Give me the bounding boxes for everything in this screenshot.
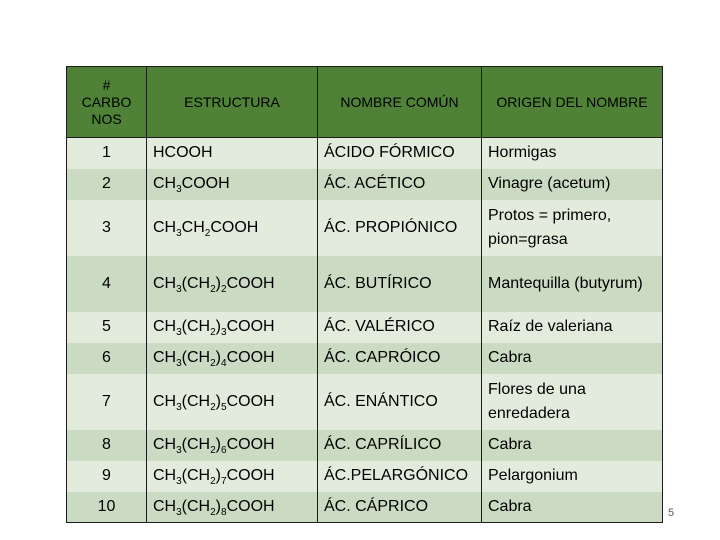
formula-text: (CH xyxy=(181,467,211,484)
name-origin-cell: Hormigas xyxy=(482,138,663,169)
formula-text: COOH xyxy=(210,218,259,236)
table-row xyxy=(67,138,663,169)
formula-text: ) xyxy=(215,467,221,484)
formula-subscript: 2 xyxy=(210,445,216,456)
structure-cell xyxy=(147,430,318,461)
formula-text: COOH xyxy=(226,274,275,292)
formula-subscript: 3 xyxy=(176,184,182,195)
formula-text: (CH xyxy=(181,318,211,335)
header-carbon-count: # CARBO NOS xyxy=(67,67,147,138)
structure-cell xyxy=(147,138,318,169)
formula-text: CH xyxy=(153,392,177,410)
table-row xyxy=(67,169,663,200)
formula-subscript: 8 xyxy=(221,506,227,518)
carbon-count-cell: 5 xyxy=(67,312,147,343)
formula-subscript: 2 xyxy=(210,283,216,295)
carbon-count-cell: 6 xyxy=(67,343,147,374)
structure-cell xyxy=(147,343,318,374)
formula-subscript: 2 xyxy=(210,401,216,413)
structure-cell xyxy=(147,312,318,343)
formula-text: COOH xyxy=(226,436,275,453)
structure-cell xyxy=(147,169,318,200)
name-origin-cell: Cabra xyxy=(482,430,663,461)
carbon-count-cell: 9 xyxy=(67,461,147,492)
formula-subscript: 5 xyxy=(221,401,227,413)
formula-subscript: 3 xyxy=(176,476,182,487)
table-row xyxy=(67,430,663,461)
header-common-name: NOMBRE COMÚN xyxy=(318,67,482,138)
formula-text: (CH xyxy=(181,349,211,366)
common-name-cell: ÁC. CAPRÍLICO xyxy=(318,430,482,461)
formula-text: ) xyxy=(215,497,221,515)
formula-subscript: 3 xyxy=(176,358,182,369)
formula-subscript: 3 xyxy=(176,401,182,413)
structure-cell xyxy=(147,200,318,256)
formula-text: COOH xyxy=(226,497,275,515)
carbon-count-cell: 1 xyxy=(67,138,147,169)
carbon-count-cell: 10 xyxy=(67,492,147,523)
formula-text: (CH xyxy=(181,392,211,410)
formula-text: CH xyxy=(153,349,177,366)
common-name-cell: ÁCIDO FÓRMICO xyxy=(318,138,482,169)
common-name-cell: ÁC. ENÁNTICO xyxy=(318,374,482,430)
formula-subscript: 4 xyxy=(221,358,227,369)
formula-text: ) xyxy=(215,436,221,453)
carbon-count-cell: 2 xyxy=(67,169,147,200)
name-origin-cell: Cabra xyxy=(482,343,663,374)
formula-subscript: 3 xyxy=(176,445,182,456)
name-origin-cell: Cabra xyxy=(482,492,663,523)
carbon-count-cell: 4 xyxy=(67,256,147,312)
formula-subscript: 3 xyxy=(176,227,182,239)
formula-subscript: 2 xyxy=(210,358,216,369)
formula-text: COOH xyxy=(226,349,275,366)
formula-text: CH xyxy=(153,318,177,335)
common-name-cell: ÁC. PROPIÓNICO xyxy=(318,200,482,256)
table-row xyxy=(67,374,663,430)
name-origin-cell: Pelargonium xyxy=(482,461,663,492)
common-name-cell: ÁC.PELARGÓNICO xyxy=(318,461,482,492)
header-name-origin: ORIGEN DEL NOMBRE xyxy=(482,67,663,138)
formula-text: (CH xyxy=(181,497,211,515)
formula-subscript: 3 xyxy=(176,327,182,338)
table-row xyxy=(67,492,663,523)
formula-text: CH xyxy=(153,497,177,515)
common-name-cell: ÁC. CAPRÓICO xyxy=(318,343,482,374)
name-origin-cell: Protos = primero, pion=grasa xyxy=(482,200,663,256)
table-body xyxy=(67,138,663,523)
formula-text: HCOOH xyxy=(153,144,213,162)
structure-cell xyxy=(147,461,318,492)
common-name-cell: ÁC. VALÉRICO xyxy=(318,312,482,343)
formula-subscript: 3 xyxy=(176,506,182,518)
formula-subscript: 2 xyxy=(204,227,211,239)
formula-subscript: 2 xyxy=(210,476,216,487)
formula-text: COOH xyxy=(181,175,230,192)
formula-subscript: 2 xyxy=(221,283,227,295)
formula-text: CH xyxy=(153,436,177,453)
name-origin-cell: Flores de una enredadera xyxy=(482,374,663,430)
formula-subscript: 7 xyxy=(221,476,227,487)
table-row xyxy=(67,343,663,374)
common-name-cell: ÁC. CÁPRICO xyxy=(318,492,482,523)
header-row xyxy=(67,67,663,138)
formula-text: ) xyxy=(215,349,221,366)
formula-subscript: 2 xyxy=(210,327,216,338)
page-number: 5 xyxy=(668,507,675,519)
common-name-cell: ÁC. BUTÍRICO xyxy=(318,256,482,312)
name-origin-cell: Vinagre (acetum) xyxy=(482,169,663,200)
formula-text: (CH xyxy=(181,274,211,292)
formula-text: CH xyxy=(153,218,177,236)
formula-text: ) xyxy=(215,318,221,335)
formula-text: COOH xyxy=(226,467,275,484)
formula-text: COOH xyxy=(226,392,275,410)
carbon-count-cell: 8 xyxy=(67,430,147,461)
name-origin-cell: Raíz de valeriana xyxy=(482,312,663,343)
table-header xyxy=(67,67,663,138)
table-row xyxy=(67,312,663,343)
formula-text: (CH xyxy=(181,436,211,453)
formula-text: CH xyxy=(153,467,177,484)
formula-text: ) xyxy=(215,274,221,292)
formula-subscript: 3 xyxy=(176,283,182,295)
formula-text: ) xyxy=(215,392,221,410)
fatty-acids-table xyxy=(66,66,663,523)
formula-subscript: 2 xyxy=(210,506,216,518)
carbon-count-cell: 7 xyxy=(67,374,147,430)
formula-text: CH xyxy=(153,175,177,192)
formula-text: CH xyxy=(153,274,177,292)
structure-cell xyxy=(147,492,318,523)
formula-subscript: 3 xyxy=(221,327,227,338)
formula-text: CH xyxy=(181,218,205,236)
structure-cell xyxy=(147,256,318,312)
name-origin-cell: Mantequilla (butyrum) xyxy=(482,256,663,312)
table-row xyxy=(67,200,663,256)
structure-cell xyxy=(147,374,318,430)
table-row xyxy=(67,461,663,492)
formula-text: COOH xyxy=(226,318,275,335)
formula-subscript: 6 xyxy=(221,445,227,456)
common-name-cell: ÁC. ACÉTICO xyxy=(318,169,482,200)
carbon-count-cell: 3 xyxy=(67,200,147,256)
header-structure: ESTRUCTURA xyxy=(147,67,318,138)
table-row xyxy=(67,256,663,312)
